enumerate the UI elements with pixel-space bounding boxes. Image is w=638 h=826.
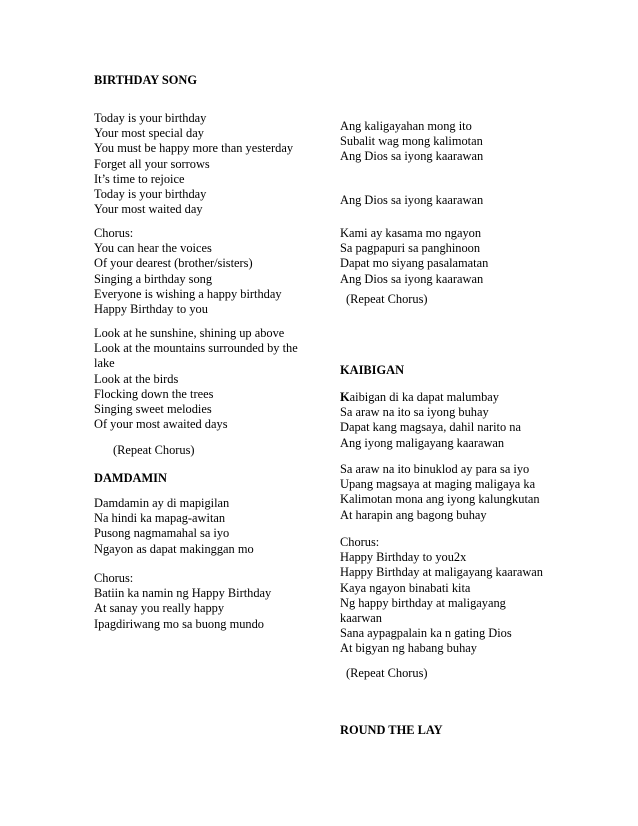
lyric-line: At bigyan ng habang buhay <box>340 641 477 656</box>
lyric-line: Of your dearest (brother/sisters) <box>94 256 253 271</box>
lyric-line: Na hindi ka mapag-awitan <box>94 511 226 526</box>
lyric-line: At sanay you really happy <box>94 601 225 616</box>
lyric-line: Ang kaligayahan mong ito <box>340 119 472 133</box>
lyric-line-rest: aibigan di ka dapat malumbay <box>349 390 499 404</box>
lyric-line: Look at he sunshine, shining up above <box>94 326 285 340</box>
kaibigan-verse-2 <box>340 462 540 523</box>
lyric-line: Sa araw na ito sa iyong buhay <box>340 405 489 420</box>
lyric-line: Dapat mo siyang pasalamatan <box>340 256 489 271</box>
damdamin-continued-block-1 <box>340 119 483 165</box>
song-title-birthday-song: BIRTHDAY SONG <box>94 73 197 87</box>
lyric-line: Singing a birthday song <box>94 271 213 286</box>
damdamin-verse <box>94 496 254 557</box>
birthday-song-chorus <box>94 226 282 317</box>
lyric-line: Pusong nagmamahal sa iyo <box>94 526 230 541</box>
lyric-line: Upang magsaya at maging maligaya ka <box>340 477 536 492</box>
lyric-line: Your most waited day <box>94 202 203 217</box>
damdamin-chorus <box>94 571 271 632</box>
lyric-line: Ang Dios sa iyong kaarawan <box>340 193 484 207</box>
damdamin-continued-block-2 <box>340 193 483 208</box>
lyric-line: Look at the birds <box>94 371 179 386</box>
lyric-line: You must be happy more than yesterday <box>94 141 294 156</box>
lyric-line: At harapin ang bagong buhay <box>340 507 487 522</box>
song-title-kaibigan: KAIBIGAN <box>340 363 405 377</box>
lyric-line: Sa araw na ito binuklod ay para sa iyo <box>340 462 530 476</box>
lyric-line: Ang iyong maligayang kaarawan <box>340 435 505 450</box>
birthday-song-verse-2 <box>94 326 298 432</box>
lyric-line: Happy Birthday to you <box>94 302 208 317</box>
lyric-line: Ng happy birthday at maligayang <box>340 595 506 610</box>
song-title-round-the-lay: ROUND THE LAY <box>340 723 443 737</box>
lyric-line <box>340 390 521 405</box>
lyric-line: Kalimotan mona ang iyong kalungkutan <box>340 492 540 507</box>
lyric-line: Ang Dios sa iyong kaarawan <box>340 149 484 164</box>
lyric-line: Dapat kang magsaya, dahil narito na <box>340 420 521 435</box>
lyric-line: Batiin ka namin ng Happy Birthday <box>94 586 272 601</box>
kaibigan-verse-1 <box>340 390 521 451</box>
lyric-line: Ang Dios sa iyong kaarawan <box>340 271 484 286</box>
drop-letter: K <box>340 390 350 404</box>
lyric-line: Happy Birthday to you2x <box>340 550 467 565</box>
lyric-line: You can hear the voices <box>94 241 212 256</box>
repeat-chorus-note: (Repeat Chorus) <box>346 292 428 306</box>
lyric-line: lake <box>94 356 115 371</box>
repeat-chorus-note: (Repeat Chorus) <box>346 666 428 680</box>
lyric-line: kaarwan <box>340 611 382 626</box>
lyric-line: Kami ay kasama mo ngayon <box>340 226 482 240</box>
lyric-line: Subalit wag mong kalimotan <box>340 134 483 149</box>
repeat-chorus-note: (Repeat Chorus) <box>113 443 195 457</box>
birthday-song-verse-1 <box>94 111 293 217</box>
lyric-line: Singing sweet melodies <box>94 402 212 417</box>
lyric-line: Of your most awaited days <box>94 417 228 432</box>
lyric-line: Happy Birthday at maligayang kaarawan <box>340 565 543 580</box>
lyric-line: Ngayon as dapat makinggan mo <box>94 541 254 556</box>
kaibigan-chorus <box>340 535 543 657</box>
song-title-damdamin: DAMDAMIN <box>94 471 167 485</box>
chorus-label: Chorus: <box>94 226 134 240</box>
lyric-line: Ipagdiriwang mo sa buong mundo <box>94 616 265 631</box>
lyric-line: It’s time to rejoice <box>94 171 185 186</box>
lyric-line: Look at the mountains surrounded by the <box>94 341 298 356</box>
lyric-line: Everyone is wishing a happy birthday <box>94 286 282 301</box>
lyric-line: Today is your birthday <box>94 111 207 125</box>
lyric-line: Sa pagpapuri sa panghinoon <box>340 241 481 256</box>
lyric-line: Kaya ngayon binabati kita <box>340 580 471 595</box>
chorus-label: Chorus: <box>94 571 134 585</box>
lyric-line: Your most special day <box>94 126 204 141</box>
lyric-line: Flocking down the trees <box>94 386 214 401</box>
lyric-line: Today is your birthday <box>94 187 207 202</box>
chorus-label: Chorus: <box>340 535 380 549</box>
damdamin-continued-block-3 <box>340 226 488 287</box>
lyric-line: Damdamin ay di mapigilan <box>94 496 230 510</box>
lyric-line: Forget all your sorrows <box>94 156 210 171</box>
lyric-line: Sana aypagpalain ka n gating Dios <box>340 626 512 641</box>
